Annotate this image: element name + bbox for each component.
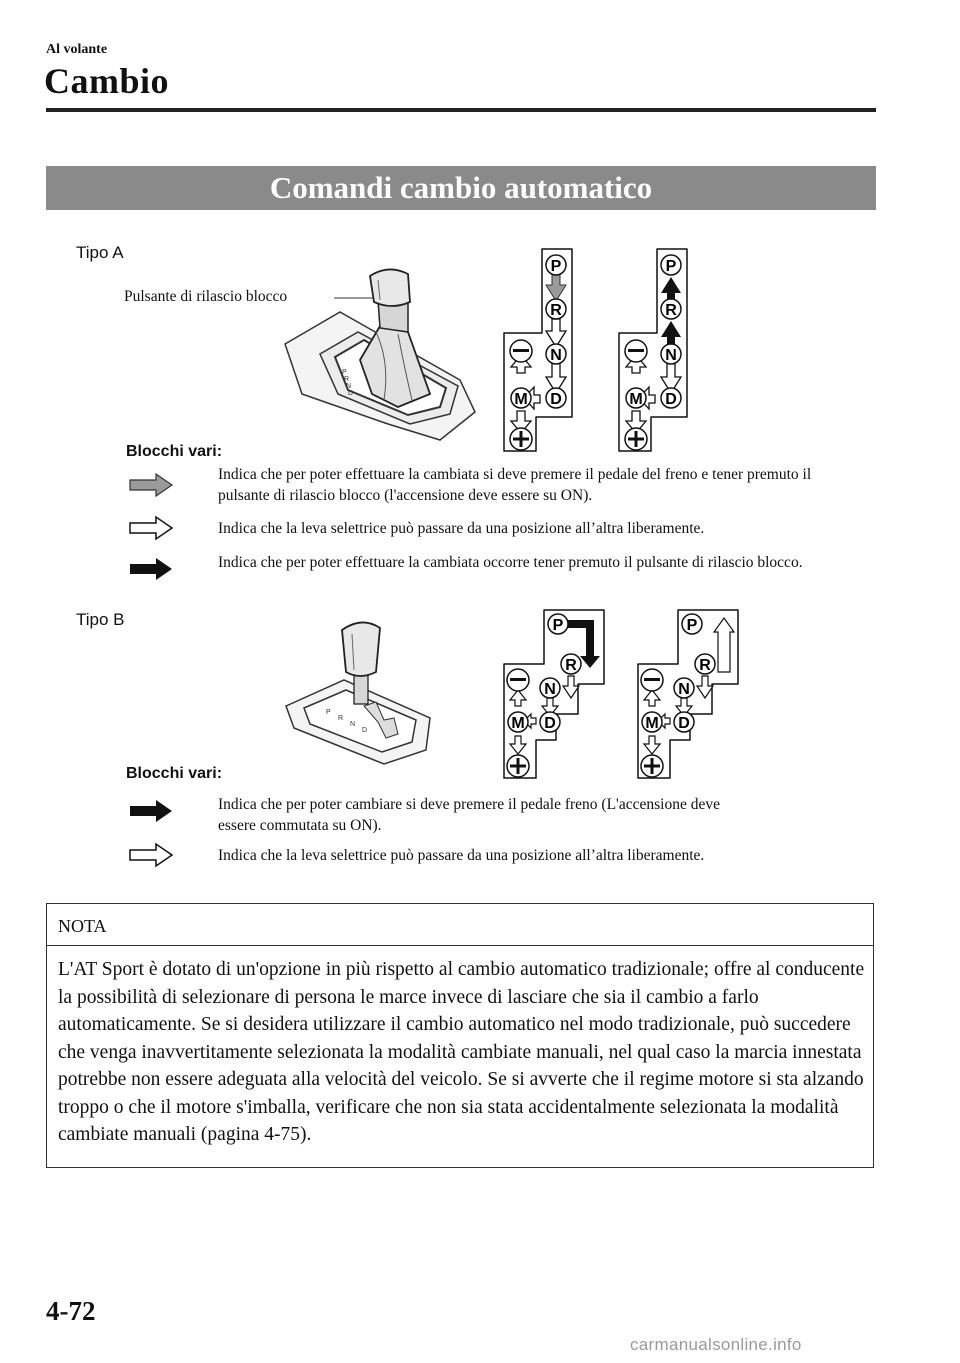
page-number: 4-72: [46, 1296, 96, 1326]
svg-text:R: R: [344, 376, 350, 383]
type-a-legend-label: Blocchi vari:: [126, 443, 223, 460]
gear-r-icon: [695, 654, 715, 674]
gear-p-icon: [546, 255, 566, 275]
type-a-legend-text-3: Indica che per poter effettuare la cambiata occorre tener premuto il pulsante di rilascio blocco.: [218, 554, 803, 571]
plus-icon: [641, 755, 663, 777]
plus-icon: [510, 428, 532, 450]
note-title: NOTA: [47, 904, 873, 946]
svg-text:R: R: [665, 302, 677, 319]
gear-n-icon: [540, 678, 560, 698]
svg-text:D: D: [544, 715, 556, 732]
svg-text:P: P: [550, 258, 562, 275]
black-filled-arrow-icon: [128, 798, 174, 824]
svg-text:R: R: [565, 657, 577, 674]
gear-m-icon: [508, 712, 528, 732]
minus-icon: [510, 340, 532, 362]
gear-r-icon: [661, 299, 681, 319]
type-b-legend-text-2: Indica che la leva selettrice può passare da una posizione all’altra liberamente.: [218, 847, 705, 864]
gear-m-icon: [511, 388, 531, 408]
gear-d-icon: [546, 388, 566, 408]
svg-text:R: R: [699, 657, 711, 674]
svg-text:P: P: [552, 617, 564, 634]
gate-diagram-type-a-2: [615, 245, 695, 455]
header-divider: [46, 108, 876, 112]
release-button-callout: Pulsante di rilascio blocco: [124, 288, 288, 305]
shift-lever-type-b-illustration: [280, 610, 440, 768]
type-a-legend-text-1: Indica che per poter effettuare la cambiata si deve premere il pedale del freno e tener premuto il pulsante di rilascio blocco (l'accensione deve essere su ON).: [218, 466, 812, 504]
gear-d-icon: [661, 388, 681, 408]
gear-m-icon: [642, 712, 662, 732]
gear-n-icon: [674, 678, 694, 698]
gear-d-icon: [540, 712, 560, 732]
svg-text:P: P: [686, 617, 698, 634]
svg-text:N: N: [544, 681, 556, 698]
shift-lever-type-a-illustration: [280, 262, 485, 442]
svg-text:P: P: [665, 258, 677, 275]
svg-text:D: D: [362, 727, 368, 734]
svg-text:D: D: [665, 391, 677, 408]
gate-diagram-type-b-1: [498, 606, 610, 782]
note-box: [46, 903, 874, 1168]
outline-arrow-icon: [128, 515, 174, 541]
gear-d-icon: [674, 712, 694, 732]
gate-diagram-type-b-2: [632, 606, 744, 782]
note-body: L'AT Sport è dotato di un'opzione in più rispetto al cambio automatico tradizionale; offre al conducente la possibilità di selezionare di persona le marce invece di lasciare che sia il cambio a farlo automaticamente. Se si desidera utilizzare il cambio automatico nel modo tradizionale, può succedere che venga inavvertitamente selezionata la modalità cambiate manuali, nel qual caso la marcia innestata potrebbe non essere adeguata alla velocità del veicolo. Se si avverte che il regime motore si sta alzando troppo o che il motore s'imballa, verificare che non sia stata accidentalmente selezionata la modalità cambiate manuali (pagina 4-75).: [58, 959, 865, 1145]
svg-text:N: N: [678, 681, 690, 698]
type-a-legend-text-2: Indica che la leva selettrice può passare da una posizione all’altra liberamente.: [218, 520, 705, 537]
gear-n-icon: [546, 344, 566, 364]
gray-filled-arrow-icon: [128, 472, 174, 498]
section-banner: Comandi cambio automatico: [46, 166, 876, 210]
minus-icon: [625, 340, 647, 362]
type-b-legend-text-1: Indica che per poter cambiare si deve premere il pedale freno (L'accensione deve essere commutata su ON).: [218, 796, 720, 834]
type-b-legend-label: Blocchi vari:: [126, 765, 223, 782]
svg-text:R: R: [550, 302, 562, 319]
outline-arrow-icon: [128, 842, 174, 868]
svg-text:M: M: [511, 715, 525, 732]
svg-text:N: N: [550, 347, 562, 364]
gear-r-icon: [561, 654, 581, 674]
svg-text:R: R: [338, 715, 344, 722]
gear-p-icon: [548, 614, 568, 634]
black-filled-arrow-icon: [128, 556, 174, 582]
svg-text:D: D: [550, 391, 562, 408]
page-title: Cambio: [44, 61, 170, 101]
svg-text:N: N: [350, 721, 356, 728]
plus-icon: [507, 755, 529, 777]
minus-icon: [641, 669, 663, 691]
gear-m-icon: [626, 388, 646, 408]
gear-n-icon: [661, 344, 681, 364]
svg-text:D: D: [678, 715, 690, 732]
minus-icon: [507, 669, 529, 691]
type-a-label: Tipo A: [76, 243, 124, 262]
plus-icon: [625, 428, 647, 450]
gear-r-icon: [546, 299, 566, 319]
gear-p-icon: [661, 255, 681, 275]
svg-text:N: N: [665, 347, 677, 364]
svg-text:M: M: [645, 715, 659, 732]
svg-text:D: D: [348, 390, 354, 397]
section-label: Al volante: [46, 42, 108, 57]
svg-text:M: M: [514, 391, 528, 408]
gate-diagram-type-a-1: [500, 245, 580, 455]
svg-text:P: P: [342, 369, 347, 376]
gear-p-icon: [682, 614, 702, 634]
type-b-label: Tipo B: [76, 610, 125, 629]
svg-text:P: P: [326, 709, 331, 716]
svg-text:N: N: [346, 383, 352, 390]
svg-text:M: M: [629, 391, 643, 408]
watermark: carmanualsonline.info: [630, 1335, 802, 1354]
